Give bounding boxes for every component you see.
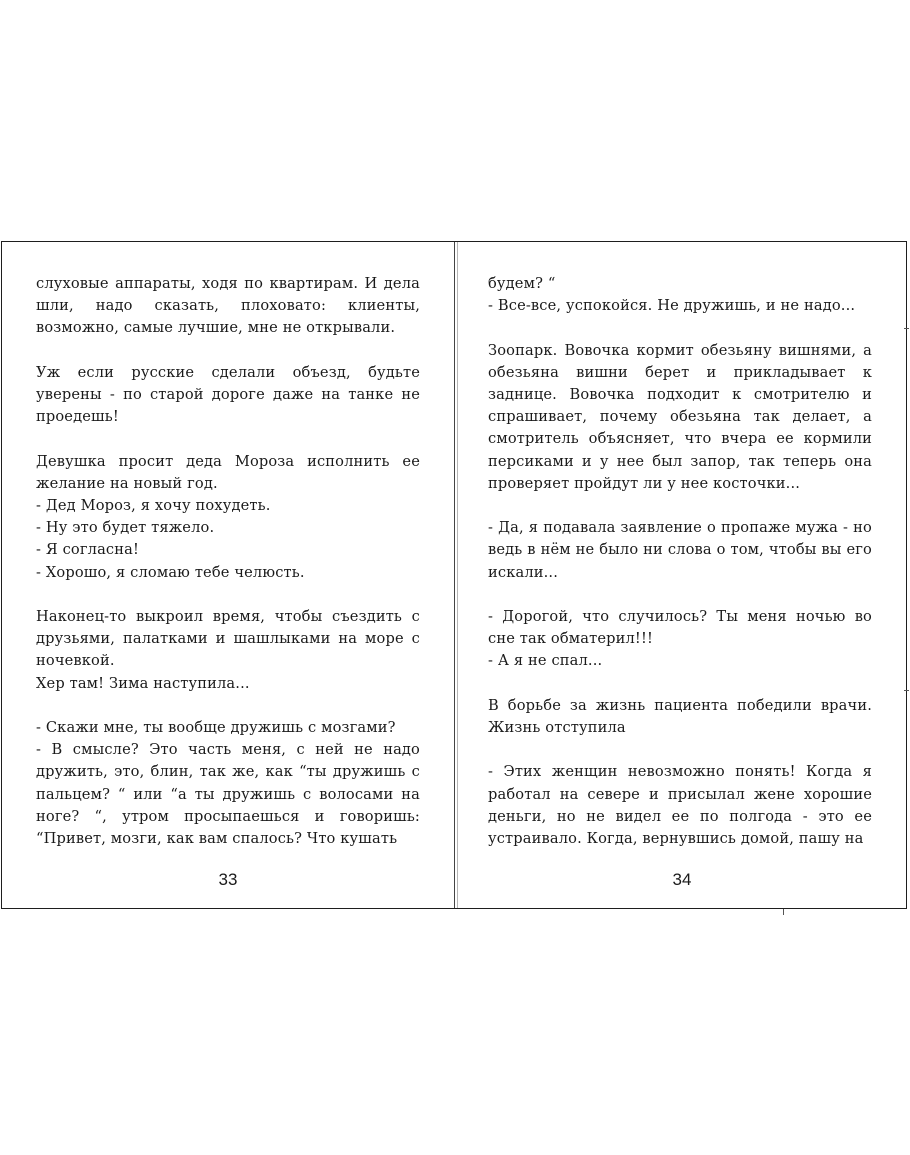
paragraph-block [36, 606, 420, 695]
left-page-text [36, 273, 420, 872]
right-page-number: 34 [672, 870, 692, 889]
paragraph-block [488, 606, 872, 673]
text-line: - Да, я подавала заявление о пропаже мужа - но ведь в нём не было ни слова о том, чтобы вы его искали... [488, 519, 872, 581]
text-line: В борьбе за жизнь пациента победили врачи. Жизнь отступила [488, 696, 872, 736]
text-line: будем? “ [488, 275, 556, 292]
book-spread [1, 241, 907, 909]
page-gutter-shadow [457, 242, 458, 908]
paragraph-block [36, 273, 420, 340]
paragraph-block [36, 451, 420, 584]
text-line: Хер там! Зима наступила... [36, 674, 250, 692]
text-line: - А я не спал... [488, 652, 603, 670]
paragraph-block [36, 717, 420, 850]
paragraph-block [488, 340, 872, 495]
text-line: - Хорошо, я сломаю тебе челюсть. [36, 563, 305, 581]
text-line: Наконец-то выкроил время, чтобы съездить с друзьями, палатками и шашлыками на море с ночевкой. [36, 608, 420, 670]
scan-mark [904, 690, 909, 691]
paragraph-block [488, 695, 872, 739]
scan-mark [904, 328, 909, 329]
text-line: - Этих женщин невозможно понять! Когда я работал на севере и присылал жене хорошие деньги, но не видел ее по полгода - это ее устраивало. Когда, вернувшись домой, пашу на [488, 763, 872, 847]
text-line: Уж если русские сделали объезд, будьте уверены - по старой дороге даже на танке не проедешь! [36, 363, 420, 426]
page-gutter [454, 242, 455, 908]
paragraph-block [36, 362, 420, 429]
left-page-number: 33 [218, 870, 238, 889]
text-line: - Скажи мне, ты вообще дружишь с мозгами? [36, 719, 396, 736]
text-line: Девушка просит деда Мороза исполнить ее желание на новый год. [36, 452, 420, 492]
paragraph-block [488, 273, 872, 317]
paragraph-block [488, 517, 872, 584]
text-line: - Ну это будет тяжело. [36, 519, 215, 537]
right-page-text [488, 273, 872, 872]
text-line: - Я согласна! [36, 541, 139, 559]
scan-mark [783, 909, 784, 915]
text-line: - В смысле? Это часть меня, с ней не надо дружить, это, блин, так же, как “ты дружишь с пальцем? “ или “а ты дружишь с волосами на ноге? “, утром просыпаешься и говоришь: “Привет, мозги, как вам спалось? Что кушать [36, 741, 420, 848]
text-line: - Дорогой, что случилось? Ты меня ночью во сне так обматерил!!! [488, 608, 872, 648]
text-line: слуховые аппараты, ходя по квартирам. И дела шли, надо сказать, плоховато: клиенты, возможно, самые лучшие, мне не открывали. [36, 275, 420, 337]
paragraph-block [488, 761, 872, 850]
text-line: Зоопарк. Вовочка кормит обезьяну вишнями, а обезьяна вишни берет и прикладывает к заднице. Вовочка подходит к смотрителю и спрашивает, почему обезьяна так делает, а смотритель объясняет, что вчера ее кормили персиками и у нее был запор, так теперь она проверяет пройдут ли у нее косточки... [488, 341, 872, 492]
text-line: - Все-все, успокойся. Не дружишь, и не надо... [488, 297, 856, 315]
text-line: - Дед Мороз, я хочу похудеть. [36, 497, 271, 514]
